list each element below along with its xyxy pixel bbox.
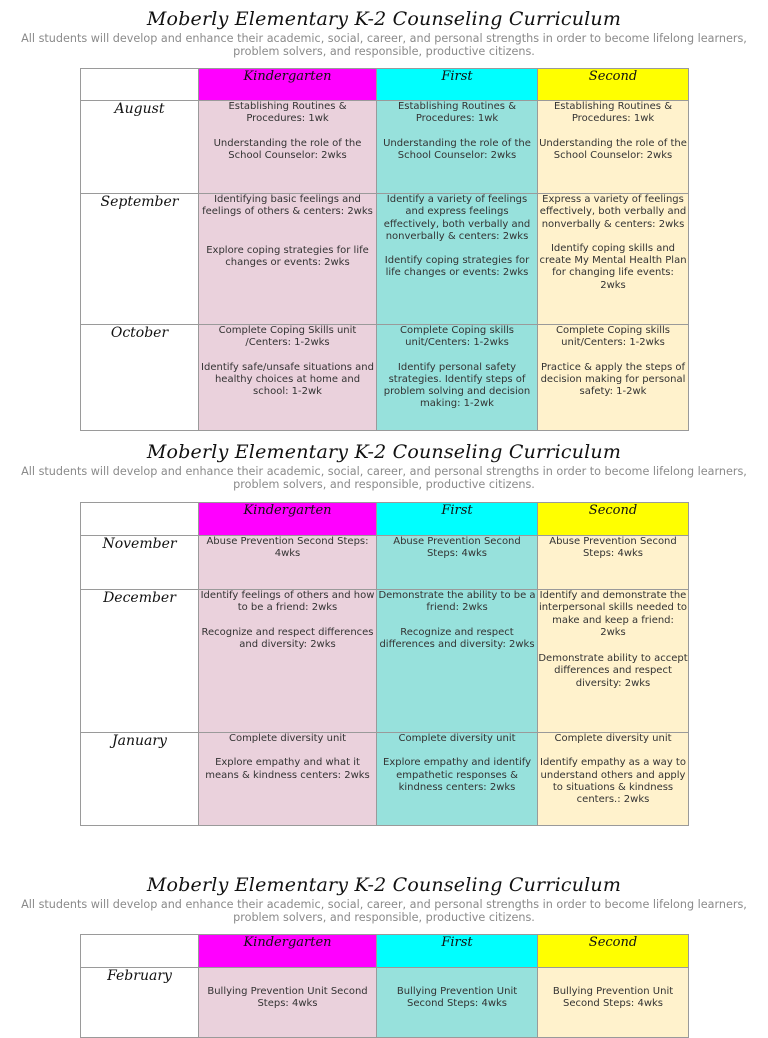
- month-label: December: [81, 590, 199, 733]
- activity-text: Complete Coping skills unit/Centers: 1-2wks: [399, 325, 514, 349]
- activity-text: Complete Coping skills unit/Centers: 1-2wks: [555, 325, 670, 349]
- column-header-first: First: [377, 935, 538, 968]
- first-cell: [377, 194, 538, 325]
- first-cell: [377, 536, 538, 590]
- second-cell: [538, 968, 689, 1038]
- kindergarten-cell: [199, 968, 377, 1038]
- column-header-second: Second: [538, 935, 689, 968]
- first-cell: [377, 733, 538, 826]
- activity-text: Identify personal safety strategies. Identify steps of problem solving and decision making: 1-2wk: [383, 361, 531, 410]
- activity-text: Explore coping strategies for life changes or events: 2wks: [206, 244, 369, 268]
- kindergarten-cell: [199, 194, 377, 325]
- table-row: [81, 101, 689, 194]
- activity-text: Bullying Prevention Unit Second Steps: 4wks: [396, 986, 518, 1010]
- first-cell: [377, 968, 538, 1038]
- kindergarten-cell: [199, 101, 377, 194]
- activity-text: Explore empathy and what it means & kindness centers: 2wks: [205, 757, 370, 781]
- table-row: [81, 536, 689, 590]
- activity-text: Complete diversity unit: [554, 733, 672, 744]
- month-label: October: [81, 325, 199, 431]
- second-cell: [538, 101, 689, 194]
- activity-text: Establishing Routines & Procedures: 1wk: [397, 101, 516, 125]
- activity-text: Complete Coping Skills unit /Centers: 1-2wks: [218, 325, 357, 349]
- column-header-second: Second: [538, 503, 689, 536]
- activity-text: Identify safe/unsafe situations and healthy choices at home and school: 1-2wk: [201, 361, 374, 398]
- activity-text: Explore empathy and identify empathetic responses & kindness centers: 2wks: [383, 757, 531, 793]
- second-cell: [538, 536, 689, 590]
- table-row: [81, 325, 689, 431]
- first-cell: [377, 325, 538, 431]
- month-label: November: [81, 536, 199, 590]
- activity-text: Establishing Routines & Procedures: 1wk: [228, 101, 347, 125]
- curriculum-table: [80, 934, 689, 1038]
- activity-text: Identify a variety of feelings and express feelings effectively, both verbally and nonverbally & centers: 2wks: [383, 194, 531, 242]
- activity-text: Understanding the role of the School Counselor: 2wks: [539, 137, 687, 161]
- page-title: Moberly Elementary K-2 Counseling Curriculum: [146, 441, 622, 463]
- curriculum-table: [80, 502, 689, 826]
- activity-text: Practice & apply the steps of decision making for personal safety: 1-2wk: [540, 361, 686, 398]
- kindergarten-cell: [199, 733, 377, 826]
- page-subtitle: All students will develop and enhance their academic, social, career, and personal strengths in order to become lifelong learners, problem solvers, and responsible, productive citizens.: [21, 465, 747, 491]
- activity-text: Understanding the role of the School Counselor: 2wks: [383, 137, 531, 161]
- activity-text: Identifying basic feelings and feelings of others & centers: 2wks: [202, 194, 373, 218]
- activity-text: Complete diversity unit: [398, 733, 516, 744]
- activity-text: Identify coping skills and create My Mental Health Plan for changing life events: 2wks: [539, 242, 687, 291]
- curriculum-table: [80, 68, 689, 431]
- activity-text: Demonstrate the ability to be a friend: 2wks: [378, 590, 536, 614]
- column-header-kindergarten: Kindergarten: [199, 69, 377, 101]
- activity-text: Recognize and respect differences and diversity: 2wks: [201, 626, 374, 650]
- table-row: [81, 590, 689, 733]
- page-subtitle: All students will develop and enhance their academic, social, career, and personal strengths in order to become lifelong learners, problem solvers, and responsible, productive citizens.: [21, 898, 747, 924]
- table-row: [81, 968, 689, 1038]
- activity-text: Abuse Prevention Second Steps: 4wks: [393, 536, 521, 560]
- column-header-kindergarten: Kindergarten: [199, 503, 377, 536]
- month-label: September: [81, 194, 199, 325]
- activity-text: Bullying Prevention Unit Second Steps: 4wks: [552, 986, 674, 1010]
- month-label: August: [81, 101, 199, 194]
- column-header-first: First: [377, 69, 538, 101]
- table-row: [81, 733, 689, 826]
- activity-text: Identify feelings of others and how to be a friend: 2wks: [200, 590, 375, 614]
- column-header-first: First: [377, 503, 538, 536]
- month-label: January: [81, 733, 199, 826]
- corner-cell: [81, 69, 199, 101]
- second-cell: [538, 325, 689, 431]
- column-header-kindergarten: Kindergarten: [199, 935, 377, 968]
- activity-text: Demonstrate ability to accept differences and respect diversity: 2wks: [538, 653, 688, 689]
- corner-cell: [81, 503, 199, 536]
- first-cell: [377, 590, 538, 733]
- page-subtitle: All students will develop and enhance their academic, social, career, and personal strengths in order to become lifelong learners, problem solvers, and responsible, productive citizens.: [21, 32, 747, 58]
- activity-text: Abuse Prevention Second Steps: 4wks: [549, 536, 677, 560]
- activity-text: Abuse Prevention Second Steps: 4wks: [206, 536, 369, 560]
- activity-text: Recognize and respect differences and diversity: 2wks: [379, 626, 535, 650]
- activity-text: Establishing Routines & Procedures: 1wk: [553, 101, 672, 125]
- activity-text: Express a variety of feelings effectively, both verbally and nonverbally & centers: 2wks: [539, 194, 687, 230]
- activity-text: Complete diversity unit: [228, 733, 347, 744]
- page-title: Moberly Elementary K-2 Counseling Curriculum: [146, 8, 622, 30]
- activity-text: Identify empathy as a way to understand others and apply to situations & kindness centers.: 2wks: [540, 757, 686, 806]
- kindergarten-cell: [199, 590, 377, 733]
- first-cell: [377, 101, 538, 194]
- second-cell: [538, 590, 689, 733]
- month-label: February: [81, 968, 199, 1038]
- activity-text: Bullying Prevention Unit Second Steps: 4wks: [207, 986, 368, 1010]
- table-row: [81, 194, 689, 325]
- kindergarten-cell: [199, 536, 377, 590]
- column-header-second: Second: [538, 69, 689, 101]
- activity-text: Identify coping strategies for life changes or events: 2wks: [384, 255, 530, 279]
- second-cell: [538, 194, 689, 325]
- activity-text: Understanding the role of the School Counselor: 2wks: [213, 137, 362, 161]
- kindergarten-cell: [199, 325, 377, 431]
- activity-text: Identify and demonstrate the interpersonal skills needed to make and keep a friend: 2wks: [538, 590, 688, 638]
- corner-cell: [81, 935, 199, 968]
- page-title: Moberly Elementary K-2 Counseling Curriculum: [146, 874, 622, 896]
- second-cell: [538, 733, 689, 826]
